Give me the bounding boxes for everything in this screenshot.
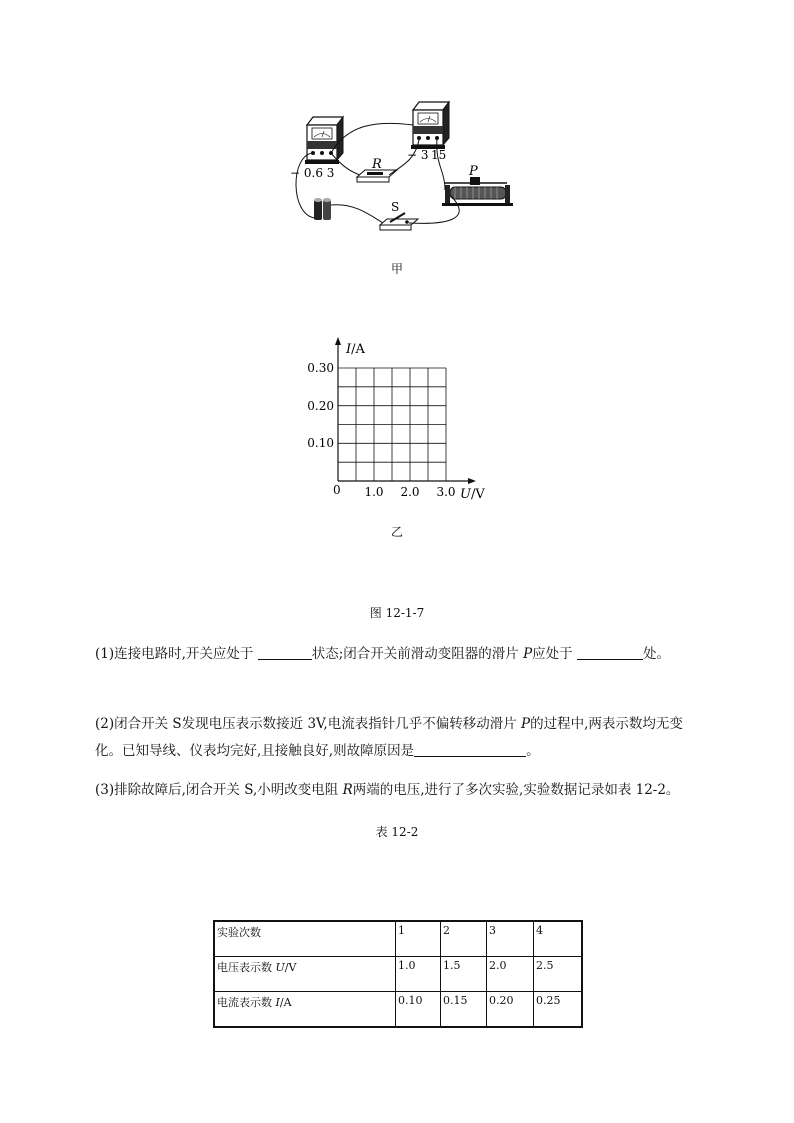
grid: [338, 368, 446, 481]
table-cell: 3: [487, 921, 534, 957]
question-1-text: 状态;闭合开关前滑动变阻器的滑片: [311, 646, 524, 662]
table-row: [214, 992, 582, 1028]
answer-blank-2[interactable]: [577, 645, 643, 660]
rheostat: [442, 177, 513, 206]
variable-p: P: [521, 716, 531, 732]
figure-caption: 图 12-1-7: [369, 606, 425, 620]
table-cell: 实验次数: [214, 921, 396, 957]
question-1-text: 应处于: [532, 646, 577, 662]
table-row: [214, 921, 582, 957]
question-2-text: (2)闭合开关 S发现电压表示数接近 3V,电流表指针几乎不偏转移动滑片: [95, 716, 522, 732]
origin-label: 0: [333, 483, 341, 497]
table-cell: 2.0: [487, 957, 534, 992]
table-cell: 0.20: [487, 992, 534, 1028]
y-tick-label: 0.20: [307, 399, 334, 413]
question-2-text: 的过程中,两表示数均无变化。已知导线、仪表均完好,且接触良好,则故障原因是: [95, 716, 683, 759]
figure-yi-caption: 乙: [390, 525, 403, 539]
answer-blank-1[interactable]: [258, 645, 312, 660]
table-cell: 2: [441, 921, 487, 957]
x-tick-label: 1.0: [364, 485, 384, 499]
circuit-apparatus-figure: [285, 95, 525, 240]
voltmeter-terminals-right: 15: [431, 148, 447, 162]
x-axis-label: U/V: [460, 487, 485, 502]
voltmeter-terminals-left: − 3: [407, 148, 429, 162]
y-axis-label: I/A: [346, 342, 365, 357]
question-1: [95, 641, 705, 668]
iu-grid-figure: [300, 336, 500, 506]
question-3-text: 两端的电压,进行了多次实验,实验数据记录如表 12-2。: [352, 782, 680, 798]
table-cell: 0.10: [396, 992, 441, 1028]
question-2-text: 。: [526, 743, 540, 759]
variable-r: R: [342, 782, 353, 798]
question-2: [95, 711, 705, 765]
table-cell: 4: [534, 921, 583, 957]
question-1-text: (1)连接电路时,开关应处于: [95, 646, 258, 662]
answer-blank-3[interactable]: [414, 742, 526, 757]
table-cell: 1.5: [441, 957, 487, 992]
switch-label: S: [391, 200, 400, 214]
voltmeter: [411, 102, 449, 149]
y-tick-label: 0.10: [307, 436, 334, 450]
ammeter-terminals: − 0.6 3: [290, 166, 335, 180]
table-row: [214, 957, 582, 992]
table-cell: 1: [396, 921, 441, 957]
y-tick-label: 0.30: [307, 361, 334, 375]
table-cell: 2.5: [534, 957, 583, 992]
variable-p: P: [523, 646, 533, 662]
table-cell: 0.25: [534, 992, 583, 1028]
figure-jia-caption: 甲: [390, 262, 403, 276]
ammeter: [305, 117, 343, 164]
x-tick-label: 2.0: [400, 485, 420, 499]
data-table: [213, 920, 583, 1028]
question-3-text: (3)排除故障后,闭合开关 S,小明改变电阻: [95, 782, 343, 798]
question-3: [95, 777, 705, 804]
x-tick-label: 3.0: [436, 485, 456, 499]
resistor-label: R: [372, 157, 382, 172]
battery: [314, 198, 331, 220]
table-caption: 表 12-2: [375, 825, 419, 839]
table-cell: 电流表示数 I/A: [214, 992, 396, 1028]
table-cell: 0.15: [441, 992, 487, 1028]
table-cell: 电压表示数 U/V: [214, 957, 396, 992]
switch: [380, 213, 418, 230]
slider-label: P: [469, 164, 478, 179]
question-1-text: 处。: [642, 646, 670, 662]
table-cell: 1.0: [396, 957, 441, 992]
